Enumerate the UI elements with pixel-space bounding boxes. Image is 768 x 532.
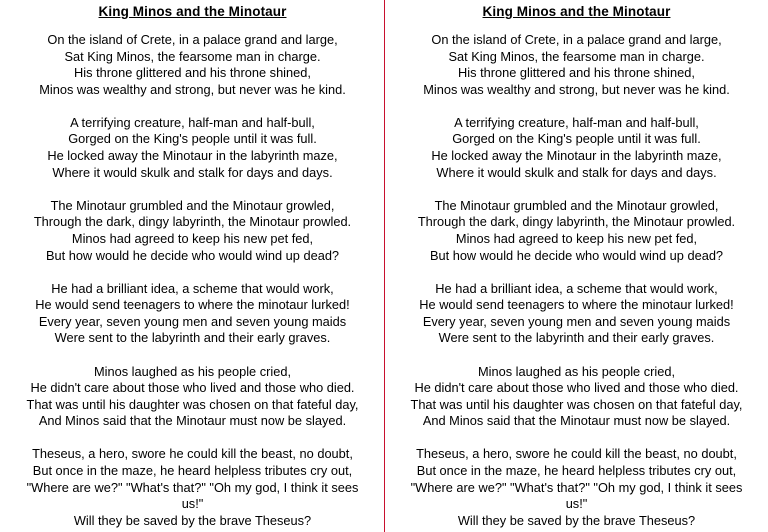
poem-line: On the island of Crete, in a palace grand and large, [431, 32, 722, 47]
poem-line: He didn't care about those who lived and those who died. [30, 380, 355, 396]
stanza-5 [385, 364, 768, 430]
poem-title: King Minos and the Minotaur [98, 4, 287, 19]
poem-line: "Where are we?" "What's that?" "Oh my god, I think it sees [26, 479, 359, 495]
poem-line: Minos was wealthy and strong, but never was he kind. [423, 81, 730, 97]
poem-line: Through the dark, dingy labyrinth, the Minotaur prowled. [417, 214, 736, 230]
poem-line: But once in the maze, he heard helpless tributes cry out, [416, 462, 737, 478]
left-page-content [0, 0, 385, 529]
poem-line: A terrifying creature, half-man and half-bull, [454, 114, 699, 130]
poem-line: He would send teenagers to where the minotaur lurked! [35, 297, 350, 313]
poem-line: His throne glittered and his throne shined, [458, 65, 695, 81]
stanza-2 [0, 115, 385, 181]
poem-line: On the island of Crete, in a palace grand and large, [47, 32, 338, 47]
stanza-6 [0, 446, 385, 529]
poem-line: Gorged on the King's people until it was full. [68, 131, 317, 147]
poem-line: Sat King Minos, the fearsome man in charge. [448, 48, 705, 64]
poem-line: Will they be saved by the brave Theseus? [457, 512, 696, 528]
poem-line: He locked away the Minotaur in the labyrinth maze, [431, 148, 722, 164]
poem-line: A terrifying creature, half-man and half-bull, [70, 114, 315, 130]
stanza-1 [385, 32, 768, 98]
stanza-5 [0, 364, 385, 430]
poem-line: Theseus, a hero, swore he could kill the beast, no doubt, [32, 446, 353, 462]
right-page-content [385, 0, 768, 529]
poem-line: Theseus, a hero, swore he could kill the beast, no doubt, [416, 446, 737, 462]
poem-line: But once in the maze, he heard helpless tributes cry out, [32, 462, 353, 478]
poem-line: And Minos said that the Minotaur must now be slayed. [422, 413, 731, 429]
poem-line: That was until his daughter was chosen on that fateful day, [410, 396, 743, 412]
poem-line: Gorged on the King's people until it was full. [452, 131, 701, 147]
poem-line: "Where are we?" "What's that?" "Oh my god, I think it sees [410, 479, 743, 495]
poem-line: Every year, seven young men and seven young maids [38, 313, 347, 329]
poem-line: Through the dark, dingy labyrinth, the Minotaur prowled. [33, 214, 352, 230]
poem-line: He had a brilliant idea, a scheme that would work, [51, 280, 334, 296]
poem-line: Minos had agreed to keep his new pet fed, [455, 230, 698, 246]
poem-line: Sat King Minos, the fearsome man in charge. [64, 48, 321, 64]
poem-line: But how would he decide who would wind up dead? [45, 247, 340, 263]
poem-line: Were sent to the labyrinth and their early graves. [438, 330, 715, 346]
poem-line: Minos laughed as his people cried, [93, 363, 292, 379]
poem-line: us!" [181, 496, 204, 512]
poem-line: Minos had agreed to keep his new pet fed, [71, 230, 314, 246]
poem-line: Where it would skulk and stalk for days and days. [436, 164, 717, 180]
poem-line: Minos was wealthy and strong, but never was he kind. [39, 81, 346, 97]
poem-line: That was until his daughter was chosen on that fateful day, [26, 396, 359, 412]
poem-line: He would send teenagers to where the minotaur lurked! [419, 297, 734, 313]
poem-line: He didn't care about those who lived and those who died. [414, 380, 739, 396]
poem-line: Minos laughed as his people cried, [477, 363, 676, 379]
poem-line: He had a brilliant idea, a scheme that would work, [435, 280, 718, 296]
poem-line: Will they be saved by the brave Theseus? [73, 512, 312, 528]
poem-line: us!" [565, 496, 588, 512]
stanza-2 [385, 115, 768, 181]
poem-line: Were sent to the labyrinth and their early graves. [54, 330, 331, 346]
stanza-1 [0, 32, 385, 98]
poem-line: But how would he decide who would wind up dead? [429, 247, 724, 263]
stanza-4 [385, 281, 768, 347]
poem-line: Every year, seven young men and seven young maids [422, 313, 731, 329]
poem-line: He locked away the Minotaur in the labyrinth maze, [47, 148, 338, 164]
stanza-3 [0, 198, 385, 264]
poem-line: His throne glittered and his throne shined, [74, 65, 311, 81]
poem-line: Where it would skulk and stalk for days and days. [52, 164, 333, 180]
poem-title: King Minos and the Minotaur [482, 4, 671, 19]
stanza-3 [385, 198, 768, 264]
poem-line: The Minotaur grumbled and the Minotaur growled, [434, 197, 719, 213]
stanza-4 [0, 281, 385, 347]
right-page [385, 0, 768, 532]
stanza-6 [385, 446, 768, 529]
poem-line: The Minotaur grumbled and the Minotaur growled, [50, 197, 335, 213]
poem-line: And Minos said that the Minotaur must now be slayed. [38, 413, 347, 429]
